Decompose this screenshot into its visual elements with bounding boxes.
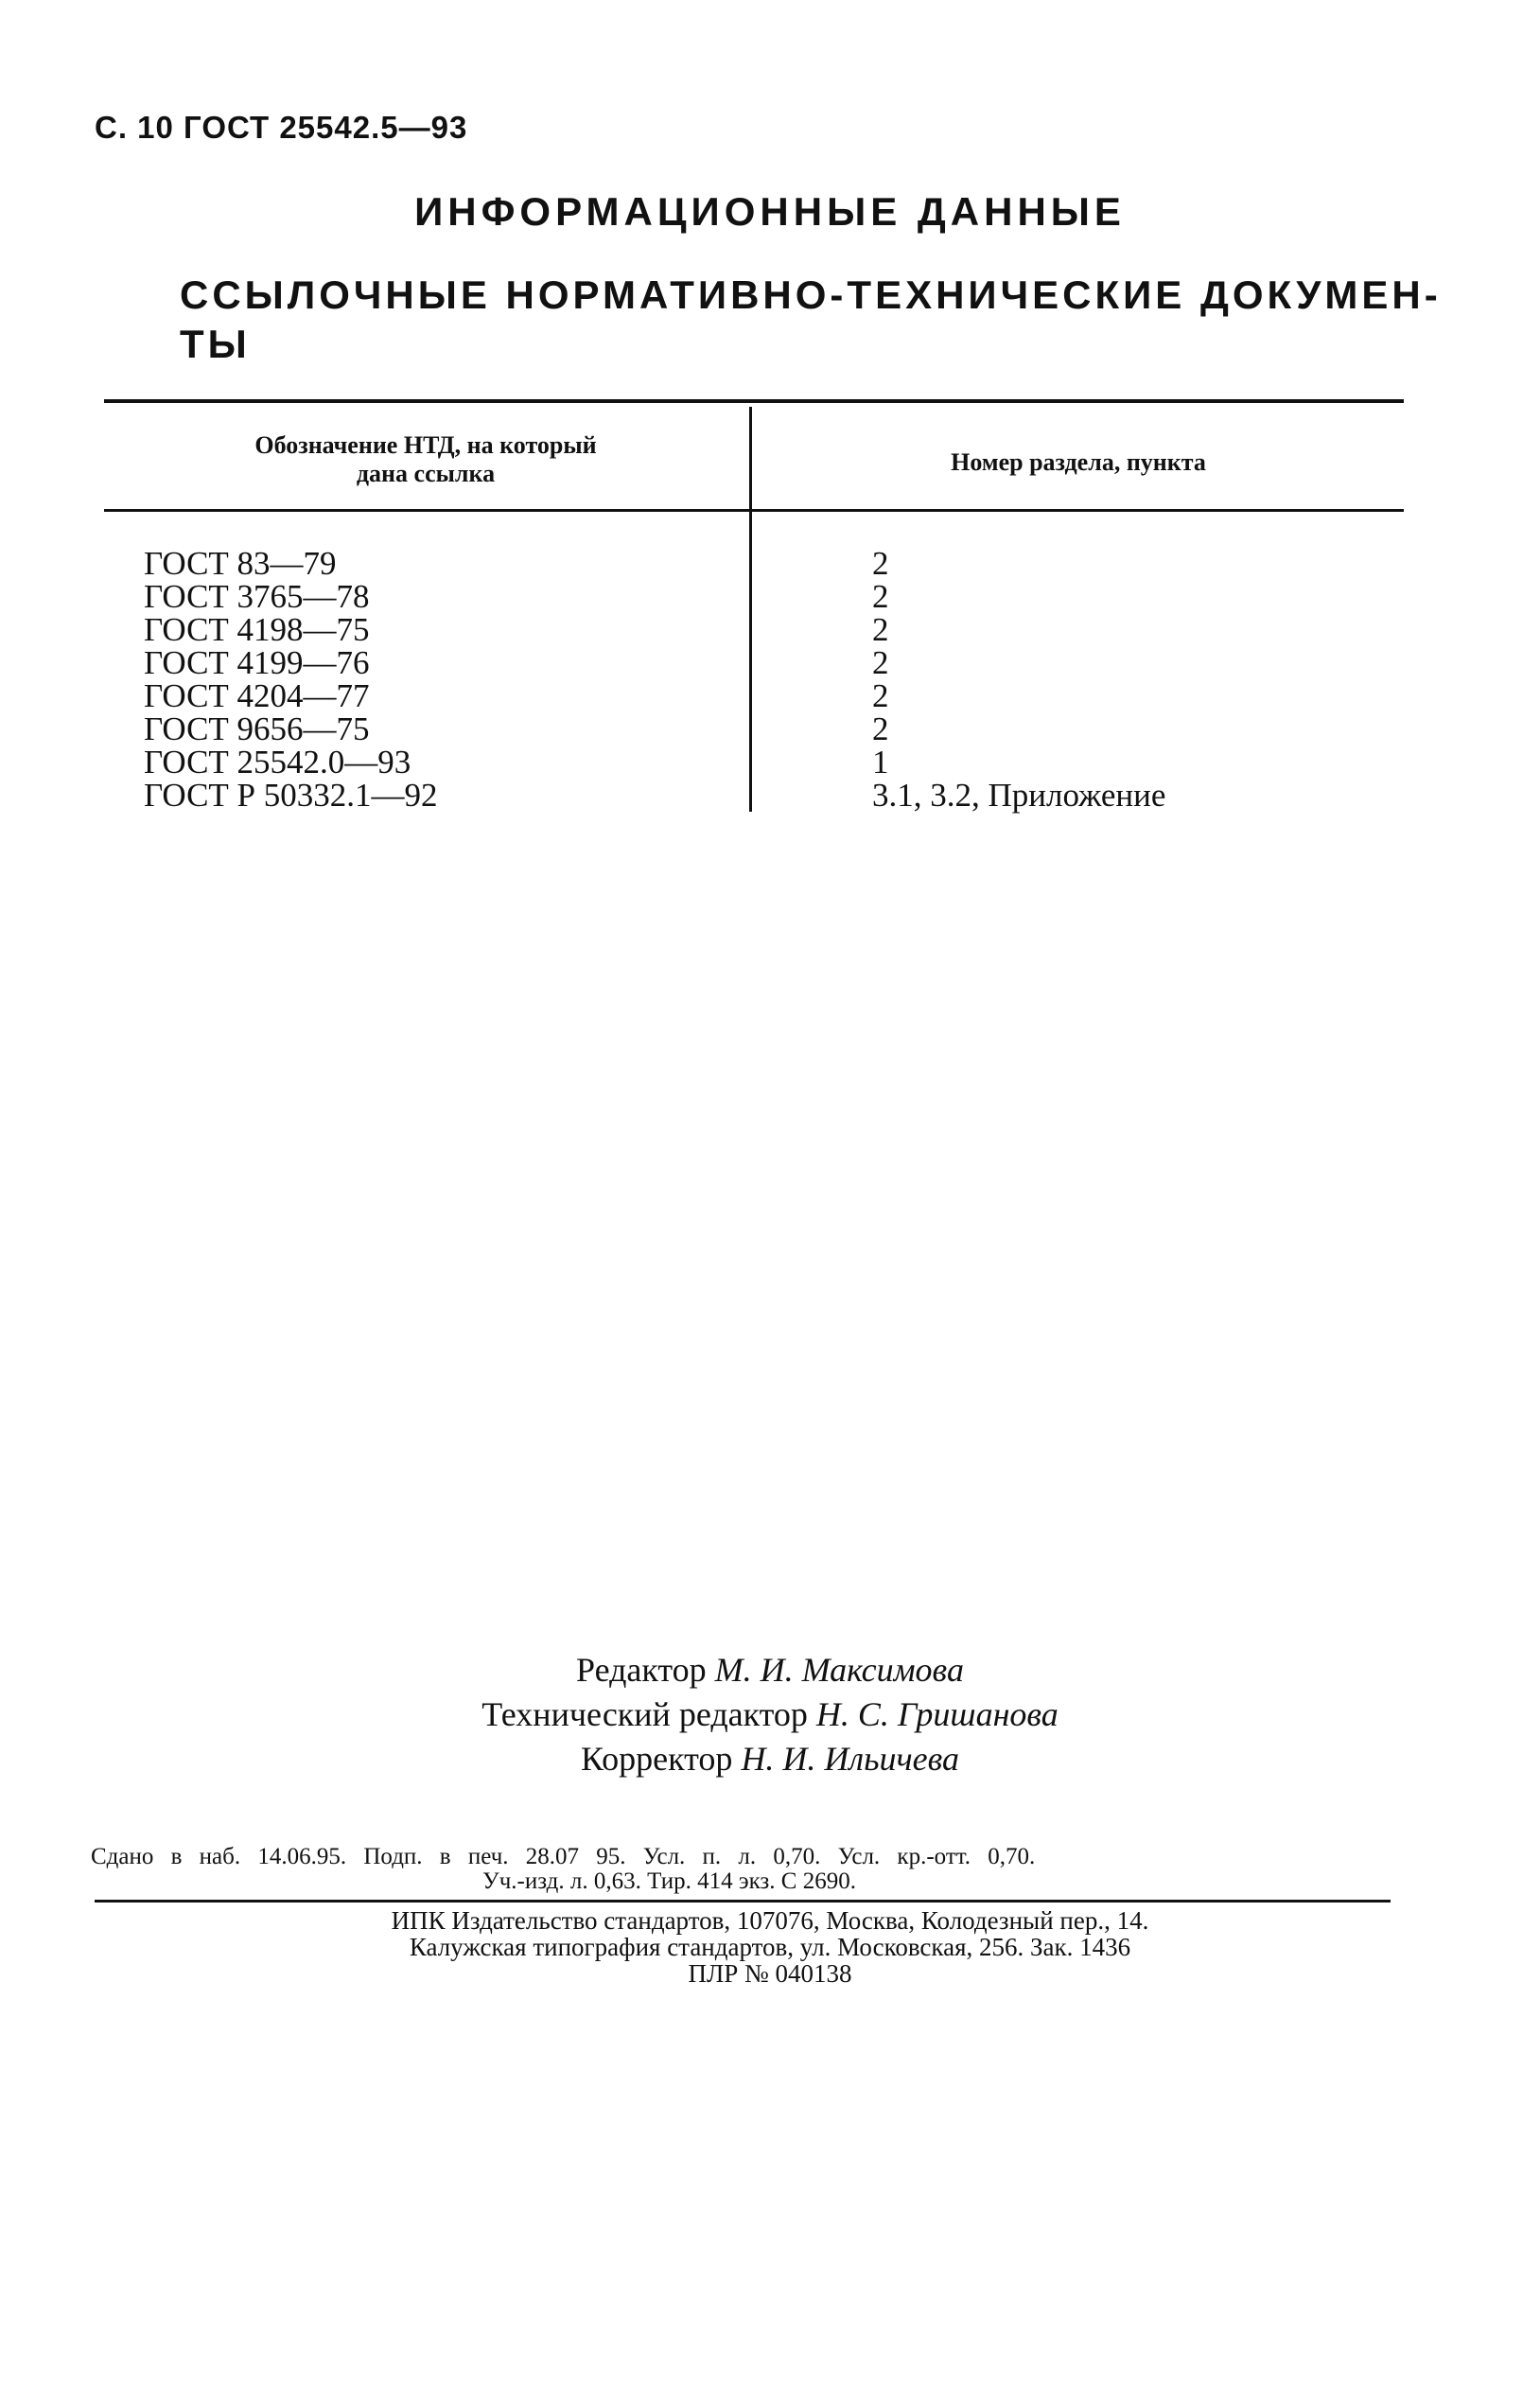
table-row-ref: 1 <box>872 744 889 780</box>
table-row-ref: 2 <box>872 710 889 747</box>
imprint-rule <box>95 1900 1391 1903</box>
tech-editor-name: Н. С. Гришанова <box>815 1695 1059 1733</box>
section-subtitle: ССЫЛОЧНЫЕ НОРМАТИВНО-ТЕХНИЧЕСКИЕ ДОКУМЕН-ТЫ <box>180 272 1442 366</box>
tech-editor-line <box>0 1692 1540 1737</box>
tech-editor-role: Технический редактор <box>481 1695 808 1733</box>
publisher-block <box>0 1907 1540 1987</box>
reference-docs-column <box>144 547 438 812</box>
credits-block <box>0 1648 1540 1781</box>
publisher-line3: ПЛР № 040138 <box>688 1959 852 1988</box>
imprint-line2: Уч.-изд. л. 0,63. Тир. 414 экз. С 2690. <box>482 1868 856 1894</box>
publisher-line1: ИПК Издательство стандартов, 107076, Москва, Колодезный пер., 14. <box>391 1906 1149 1935</box>
table-row-doc: ГОСТ 4198—75 <box>144 611 370 648</box>
table-row-ref: 3.1, 3.2, Приложение <box>872 777 1166 814</box>
column-header-section: Номер раздела, пункта <box>951 448 1206 476</box>
publisher-line2: Калужская типография стандартов, ул. Московская, 256. Зак. 1436 <box>409 1933 1131 1961</box>
table-top-rule <box>104 399 1404 403</box>
editor-role: Редактор <box>576 1651 707 1689</box>
table-row-ref: 2 <box>872 644 889 681</box>
table-row-ref: 2 <box>872 611 889 648</box>
proofreader-line <box>0 1737 1540 1781</box>
table-row-doc: ГОСТ 9656—75 <box>144 710 370 747</box>
table-row-ref: 2 <box>872 578 889 615</box>
table-row-doc: ГОСТ 4204—77 <box>144 677 370 714</box>
table-row-doc: ГОСТ 25542.0—93 <box>144 744 411 780</box>
column-header-designation-line1: Обозначение НТД, на который <box>254 431 597 459</box>
table-row-ref: 2 <box>872 545 889 582</box>
section-refs-column <box>872 547 1165 812</box>
editor-line <box>0 1648 1540 1692</box>
imprint-block <box>91 1845 1035 1894</box>
table-row-doc: ГОСТ 3765—78 <box>144 578 370 615</box>
proofreader-role: Корректор <box>580 1740 733 1778</box>
table-column-divider <box>749 407 752 812</box>
table-row-doc: ГОСТ 4199—76 <box>144 644 370 681</box>
page-header: С. 10 ГОСТ 25542.5—93 <box>95 110 468 145</box>
table-row-doc: ГОСТ Р 50332.1—92 <box>144 777 438 814</box>
table-header-rule <box>104 509 1404 512</box>
proofreader-name: Н. И. Ильичева <box>741 1740 960 1778</box>
column-header-designation <box>104 431 747 488</box>
table-row-doc: ГОСТ 83—79 <box>144 545 337 582</box>
table-row-ref: 2 <box>872 677 889 714</box>
document-title: ИНФОРМАЦИОННЫЕ ДАННЫЕ <box>414 189 1126 234</box>
column-header-designation-line2: дана ссылка <box>356 460 496 487</box>
editor-name: М. И. Максимова <box>714 1651 964 1689</box>
imprint-line1: Сдано в наб. 14.06.95. Подп. в печ. 28.07 95. Усл. п. л. 0,70. Усл. кр.-отт. 0,70. <box>91 1844 1036 1869</box>
